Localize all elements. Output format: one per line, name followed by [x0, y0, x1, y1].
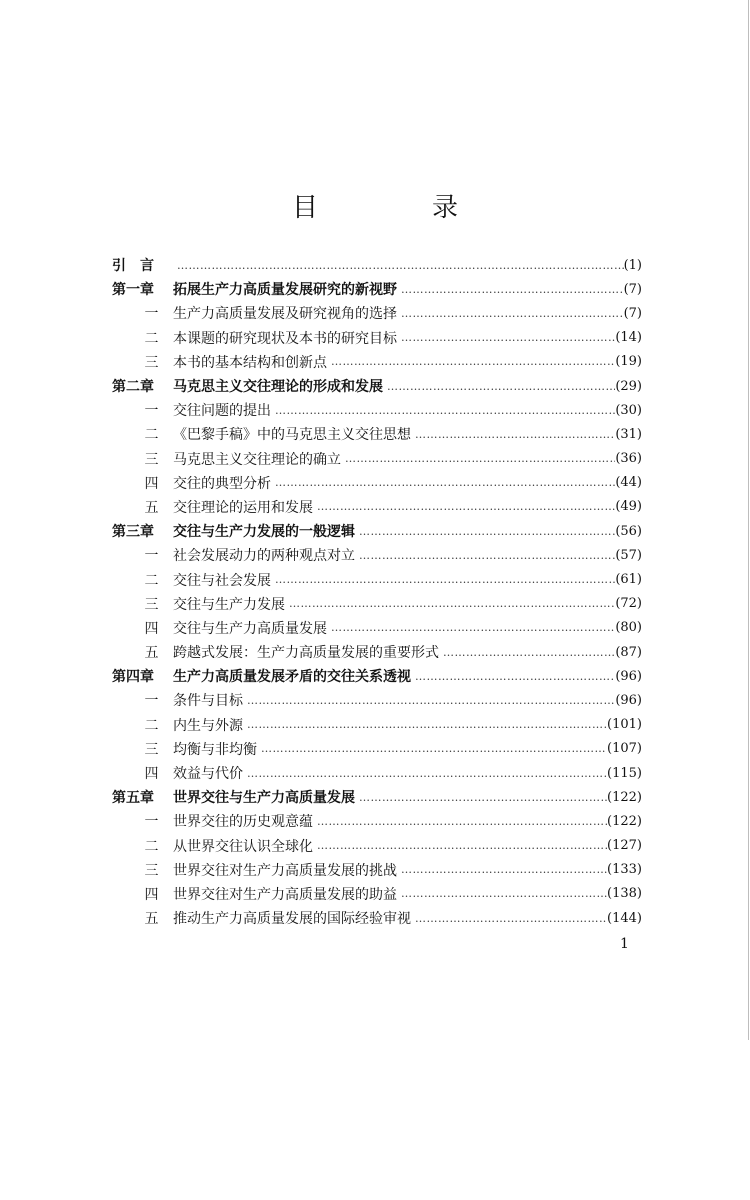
toc-entry-number: 二 [144, 838, 159, 855]
toc-entry-page: (36) [615, 451, 642, 467]
toc-chapter-entry[interactable] [112, 519, 642, 543]
toc-section-entry[interactable] [112, 301, 642, 325]
toc-section-entry[interactable] [112, 616, 642, 640]
toc-entry-number: 一 [144, 306, 159, 323]
toc-entry-page: (19) [615, 354, 642, 370]
toc-entry-title: 交往问题的提出 [173, 403, 271, 420]
toc-chapter-entry[interactable] [112, 785, 642, 809]
toc-section-entry[interactable] [112, 688, 642, 712]
toc-entry-title: 《巴黎手稿》中的马克思主义交往思想 [173, 427, 411, 444]
toc-leader-dots [411, 912, 607, 925]
toc-leader-dots [355, 791, 607, 804]
toc-section-entry[interactable] [112, 761, 642, 785]
toc-section-entry[interactable] [112, 398, 642, 422]
toc-entry-number: 一 [144, 693, 159, 710]
toc-chapter-entry[interactable] [112, 374, 642, 398]
toc-section-entry[interactable] [112, 326, 642, 350]
toc-entry-page: (127) [607, 838, 642, 854]
toc-entry-number: 五 [144, 499, 159, 516]
toc-entry-number: 三 [144, 862, 159, 879]
toc-entry-number: 一 [144, 548, 159, 565]
toc-entry-page: (80) [615, 620, 642, 636]
toc-chapter-entry[interactable] [112, 277, 642, 301]
page-title: 目 录 [291, 193, 502, 224]
toc-entry-number: 五 [144, 645, 159, 662]
toc-entry-title: 条件与目标 [173, 693, 243, 710]
toc-leader-dots [271, 404, 615, 417]
toc-leader-dots [271, 476, 615, 489]
toc-entry-title: 世界交往对生产力高质量发展的助益 [173, 886, 397, 903]
toc-entry-page: (57) [615, 547, 642, 563]
toc-section-entry[interactable] [112, 858, 642, 882]
toc-entry-title: 交往理论的运用和发展 [173, 499, 313, 516]
toc-leader-dots [397, 887, 607, 900]
toc-entry-title: 从世界交往认识全球化 [173, 838, 313, 855]
toc-leader-dots [257, 742, 607, 755]
toc-entry-number: 四 [144, 886, 159, 903]
toc-entry-page: (44) [615, 475, 642, 491]
toc-section-entry[interactable] [112, 350, 642, 374]
toc-leader-dots [243, 694, 615, 707]
toc-leader-dots [397, 863, 607, 876]
toc-entry-number: 二 [144, 572, 159, 589]
toc-leader-dots [327, 355, 615, 368]
toc-leader-dots [313, 815, 607, 828]
toc-entry-title: 世界交往对生产力高质量发展的挑战 [173, 862, 397, 879]
toc-entry-number: 三 [144, 596, 159, 613]
toc-entry-number: 第五章 [112, 790, 154, 807]
toc-entry-title: 生产力高质量发展及研究视角的选择 [173, 306, 397, 323]
toc-leader-dots [397, 283, 624, 296]
toc-chapter-entry[interactable] [112, 664, 642, 688]
toc-leader-dots [313, 500, 615, 513]
toc-leader-dots [355, 525, 615, 538]
toc-entry-title: 世界交往与生产力高质量发展 [173, 790, 355, 807]
toc-entry-number: 二 [144, 427, 159, 444]
toc-section-entry[interactable] [112, 809, 642, 833]
toc-entry-page: (133) [607, 862, 642, 878]
toc-leader-dots [341, 452, 615, 465]
toc-entry-page: (29) [615, 378, 642, 394]
toc-entry-title: 内生与外源 [173, 717, 243, 734]
toc-entry-number: 三 [144, 451, 159, 468]
toc-leader-dots [313, 839, 607, 852]
toc-entry-number: 二 [144, 330, 159, 347]
toc-entry-number: 第四章 [112, 669, 154, 686]
toc-section-entry[interactable] [112, 737, 642, 761]
toc-leader-dots [243, 767, 607, 780]
toc-entry-page: (96) [615, 692, 642, 708]
toc-section-entry[interactable] [112, 640, 642, 664]
toc-leader-dots [173, 259, 624, 272]
toc-entry-page: (14) [615, 330, 642, 346]
toc-leader-dots [327, 621, 615, 634]
toc-section-entry[interactable] [112, 447, 642, 471]
toc-section-entry[interactable] [112, 592, 642, 616]
toc-chapter-entry[interactable] [112, 253, 642, 277]
table-of-contents [112, 253, 642, 930]
toc-entry-page: (96) [615, 668, 642, 684]
toc-leader-dots [383, 380, 615, 393]
toc-entry-number: 三 [144, 354, 159, 371]
toc-entry-number: 四 [144, 475, 159, 492]
toc-entry-page: (7) [623, 305, 642, 321]
toc-entry-page: (87) [615, 644, 642, 660]
toc-entry-page: (7) [623, 281, 642, 297]
toc-section-entry[interactable] [112, 713, 642, 737]
toc-entry-page: (30) [615, 402, 642, 418]
toc-entry-number: 引 言 [112, 258, 154, 275]
toc-leader-dots [411, 428, 615, 441]
page-number: 1 [620, 936, 629, 952]
toc-entry-page: (115) [607, 765, 642, 781]
toc-entry-number: 第二章 [112, 379, 154, 396]
toc-section-entry[interactable] [112, 495, 642, 519]
toc-leader-dots [439, 646, 615, 659]
toc-entry-number: 第三章 [112, 524, 154, 541]
toc-entry-page: (138) [607, 886, 642, 902]
toc-entry-number: 二 [144, 717, 159, 734]
toc-entry-page: (122) [607, 789, 642, 805]
toc-leader-dots [355, 549, 615, 562]
toc-section-entry[interactable] [112, 422, 642, 446]
toc-entry-page: (61) [615, 572, 642, 588]
page-edge-line [748, 0, 749, 1040]
toc-entry-number: 一 [144, 403, 159, 420]
toc-leader-dots [271, 573, 615, 586]
toc-entry-title: 世界交往的历史观意蕴 [173, 814, 313, 831]
toc-entry-page: (107) [607, 741, 642, 757]
toc-entry-title: 拓展生产力高质量发展研究的新视野 [173, 282, 397, 299]
toc-entry-title: 本课题的研究现状及本书的研究目标 [173, 330, 397, 347]
toc-leader-dots [243, 718, 607, 731]
toc-entry-number: 四 [144, 766, 159, 783]
toc-section-entry[interactable] [112, 543, 642, 567]
toc-entry-title: 跨越式发展：生产力高质量发展的重要形式 [173, 645, 439, 662]
toc-section-entry[interactable] [112, 906, 642, 930]
toc-entry-title: 交往与生产力高质量发展 [173, 620, 327, 637]
toc-section-entry[interactable] [112, 471, 642, 495]
toc-entry-title: 马克思主义交往理论的确立 [173, 451, 341, 468]
toc-entry-title: 交往与生产力发展的一般逻辑 [173, 524, 355, 541]
toc-leader-dots [285, 597, 615, 610]
toc-entry-page: (49) [615, 499, 642, 515]
toc-entry-page: (1) [623, 257, 642, 273]
toc-entry-title: 社会发展动力的两种观点对立 [173, 548, 355, 565]
toc-entry-number: 四 [144, 620, 159, 637]
toc-entry-number: 五 [144, 911, 159, 928]
toc-entry-page: (56) [615, 523, 642, 539]
toc-entry-page: (144) [607, 910, 642, 926]
toc-entry-number: 三 [144, 741, 159, 758]
toc-entry-page: (72) [615, 596, 642, 612]
toc-leader-dots [397, 331, 615, 344]
toc-leader-dots [411, 670, 615, 683]
toc-section-entry[interactable] [112, 567, 642, 591]
toc-entry-page: (122) [607, 813, 642, 829]
toc-entry-title: 本书的基本结构和创新点 [173, 354, 327, 371]
toc-entry-number: 一 [144, 814, 159, 831]
toc-section-entry[interactable] [112, 834, 642, 858]
toc-entry-title: 交往与社会发展 [173, 572, 271, 589]
toc-entry-title: 均衡与非均衡 [173, 741, 257, 758]
toc-section-entry[interactable] [112, 882, 642, 906]
toc-leader-dots [397, 307, 624, 320]
toc-entry-title: 效益与代价 [173, 766, 243, 783]
toc-entry-number: 第一章 [112, 282, 154, 299]
toc-entry-title: 交往的典型分析 [173, 475, 271, 492]
toc-entry-title: 生产力高质量发展矛盾的交往关系透视 [173, 669, 411, 686]
toc-entry-page: (31) [615, 426, 642, 442]
toc-entry-title: 马克思主义交往理论的形成和发展 [173, 379, 383, 396]
toc-entry-title: 推动生产力高质量发展的国际经验审视 [173, 911, 411, 928]
toc-entry-title: 交往与生产力发展 [173, 596, 285, 613]
toc-entry-page: (101) [607, 717, 642, 733]
